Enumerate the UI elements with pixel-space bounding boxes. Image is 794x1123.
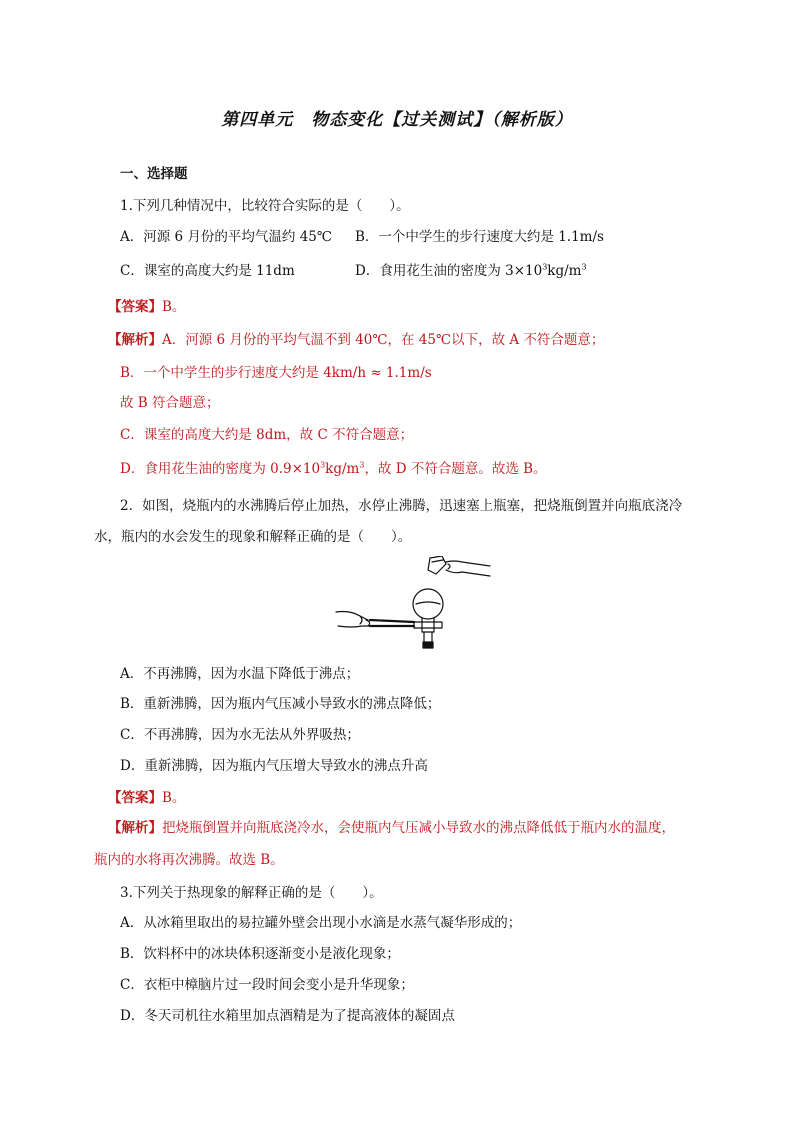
beaker-icon [428,556,446,574]
q1-analysis-b: B．一个中学生的步行速度大约是 4km/h ≈ 1.1m/s [120,365,432,381]
q1-stem: 1.下列几种情况中，比较符合实际的是（ ）。 [120,198,410,214]
q2-answer-label: 【答案】 [108,790,162,806]
q2-stem-line2: 水，瓶内的水会发生的现象和解释正确的是（ ）。 [94,529,412,545]
q2-analysis-line1 [108,818,675,838]
q1-answer [108,297,185,317]
q1-analysis-d-unit: kg/m [325,461,360,477]
q1-option-d-unit-exponent: 3 [581,262,587,272]
q1-analysis-d-tail: ，故 D 不符合题意。故选 B。 [364,461,547,477]
q3-option-a: A．从冰箱里取出的易拉罐外壁会出现小水滴是水蒸气凝华形成的； [120,915,522,931]
q3-option-d: D．冬天司机往水箱里加点酒精是为了提高液体的凝固点 [120,1008,455,1024]
q1-option-b: B．一个中学生的步行速度大约是 1.1m/s [355,229,604,245]
q1-analysis-d-unit-exponent: 3 [359,460,365,470]
q1-analysis-label: 【解析】 [108,332,162,348]
q2-stem-line1: 2．如图，烧瓶内的水沸腾后停止加热，水停止沸腾，迅速塞上瓶塞，把烧瓶倒置并向瓶底浇冷 [120,498,683,514]
q2-analysis-label: 【解析】 [108,820,162,836]
q1-analysis-d [120,459,547,479]
q2-analysis-line1-text: 把烧瓶倒置并向瓶底浇冷水，会使瓶内气压减小导致水的沸点降低低于瓶内水的温度， [162,820,675,836]
q2-option-d: D．重新沸腾，因为瓶内气压增大导致水的沸点升高 [120,758,428,774]
q2-answer-value: B。 [162,790,186,806]
q2-analysis-line2: 瓶内的水将再次沸腾。故选 B。 [94,852,284,868]
q2-answer [108,788,185,808]
q1-option-d-exponent: 3 [542,262,548,272]
q1-analysis-b-conclusion: 故 B 符合题意； [120,395,220,411]
q2-option-c: C．不再沸腾，因为水无法从外界吸热； [120,727,360,743]
q1-analysis-d-exponent: 3 [320,460,326,470]
q1-option-d-unit: kg/m [547,263,582,279]
clamp-handle-icon [370,620,414,622]
section-heading: 一、选择题 [120,166,188,182]
q1-option-c: C．课室的高度大约是 11dm [120,263,295,279]
q1-analysis-d-text: D．食用花生油的密度为 0.9×10 [120,461,321,477]
q2-option-a: A．不再沸腾，因为水温下降低于沸点； [120,666,360,682]
q3-option-b: B．饮料杯中的冰块体积逐渐变小是液化现象； [120,946,400,962]
q1-option-a: A．河源 6 月份的平均气温约 45℃ [120,229,332,245]
upper-hand-icon [446,561,490,566]
q1-answer-label: 【答案】 [108,299,162,315]
q1-option-d-text: D．食用花生油的密度为 3×10 [355,263,543,279]
flask-experiment-figure [330,556,498,656]
q2-option-b: B．重新沸腾，因为瓶内气压减小导致水的沸点降低； [120,696,441,712]
q3-option-c: C．衣柜中樟脑片过一段时间会变小是升华现象； [120,977,414,993]
q1-answer-value: B。 [162,299,186,315]
q3-stem: 3.下列关于热现象的解释正确的是（ ）。 [120,885,383,901]
page-title: 第四单元 物态变化【过关测试】（解析版） [221,110,573,130]
q1-analysis-a-text: A．河源 6 月份的平均气温不到 40℃，在 45℃以下，故 A 不符合题意； [162,332,605,348]
q1-option-d [355,261,587,281]
q1-analysis-c: C．课室的高度大约是 8dm，故 C 不符合题意； [120,427,414,443]
lower-hand-icon [336,612,368,621]
q1-analysis-a [108,330,604,350]
